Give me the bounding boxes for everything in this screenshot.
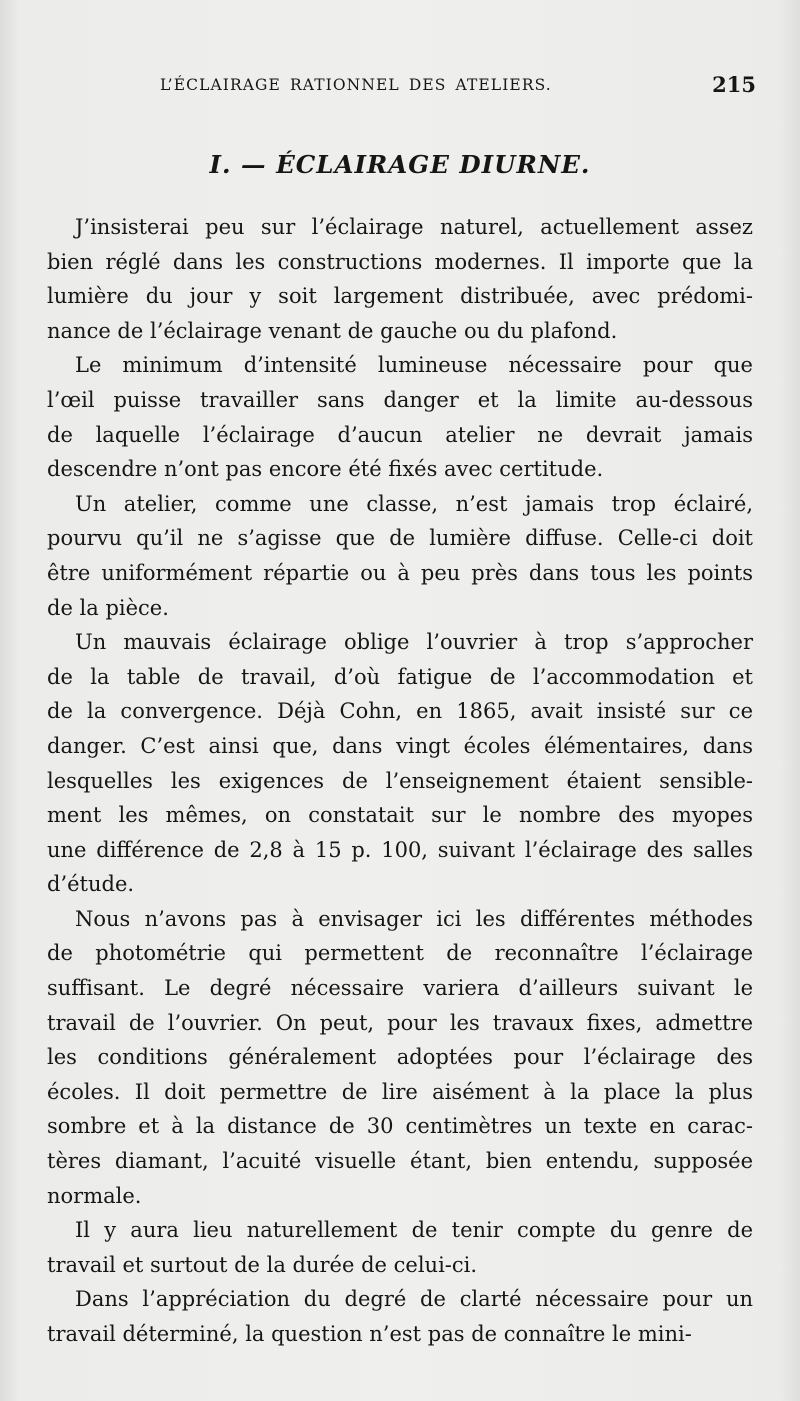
running-head: [160, 72, 756, 102]
page-number: 215: [712, 72, 756, 97]
text-line: Il y aura lieu naturellement de tenir compte du genre de: [75, 1218, 754, 1243]
text-line: une différence de 2,8 à 15 p. 100, suivant l’éclairage des salles: [47, 837, 753, 862]
paragraph: [47, 902, 753, 1213]
text-line: suffisant. Le degré nécessaire variera d’ailleurs suivant le: [47, 976, 753, 1001]
paragraph: [47, 1282, 753, 1351]
text-line: Le minimum d’intensité lumineuse nécessaire pour que: [75, 353, 753, 378]
text-line: ment les mêmes, on constatait sur le nombre des myopes: [47, 803, 753, 828]
text-line: de la pièce.: [47, 595, 169, 620]
text-line: Dans l’appréciation du degré de clarté nécessaire pour un: [75, 1287, 753, 1312]
section-title: I. — ÉCLAIRAGE DIURNE.: [209, 150, 591, 179]
text-line: Un mauvais éclairage oblige l’ouvrier à trop s’approcher: [75, 630, 753, 655]
body-text: [47, 210, 753, 1352]
text-line: nance de l’éclairage venant de gauche ou du plafond.: [47, 318, 618, 343]
text-line: J’insisterai peu sur l’éclairage naturel, actuellement assez: [75, 215, 753, 239]
text-line: l’œil puisse travailler sans danger et la limite au-dessous: [47, 387, 753, 412]
text-line: Nous n’avons pas à envisager ici les différentes méthodes: [75, 906, 753, 931]
text-line: écoles. Il doit permettre de lire aisément à la place la plus: [47, 1079, 754, 1104]
paragraph: [47, 210, 753, 348]
text-line: travail déterminé, la question n’est pas de connaître le mini-: [47, 1322, 692, 1346]
text-line: bien réglé dans les constructions modernes. Il importe que la: [47, 249, 753, 274]
text-line: travail et surtout de la durée de celui-ci.: [47, 1252, 478, 1277]
text-line: travail de l’ouvrier. On peut, pour les travaux fixes, admettre: [47, 1010, 753, 1035]
text-line: d’étude.: [47, 872, 135, 897]
text-line: lesquelles les exigences de l’enseignement étaient sensible-: [47, 768, 754, 793]
paragraph: [47, 625, 753, 902]
text-line: les conditions généralement adoptées pour l’éclairage des: [47, 1045, 754, 1070]
text-line: lumière du jour y soit largement distribuée, avec prédomi-: [47, 284, 753, 309]
text-line: de la convergence. Déjà Cohn, en 1865, avait insisté sur ce: [47, 699, 753, 724]
paragraph: [47, 348, 753, 486]
text-line: tères diamant, l’acuité visuelle étant, bien entendu, supposée: [47, 1149, 753, 1174]
text-line: de la table de travail, d’où fatigue de l’accommodation et: [47, 664, 753, 689]
text-line: être uniformément répartie ou à peu près dans tous les points: [47, 560, 753, 585]
text-line: Un atelier, comme une classe, n’est jamais trop éclairé,: [75, 491, 753, 516]
text-line: danger. C’est ainsi que, dans vingt écoles élémentaires, dans: [47, 733, 754, 758]
running-title: L’ÉCLAIRAGE RATIONNEL DES ATELIERS.: [160, 76, 552, 94]
text-line: normale.: [47, 1183, 142, 1208]
paragraph: [47, 487, 753, 625]
text-line: sombre et à la distance de 30 centimètres un texte en carac-: [47, 1114, 753, 1139]
text-line: descendre n’ont pas encore été fixés avec certitude.: [47, 457, 604, 482]
text-line: pourvu qu’il ne s’agisse que de lumière diffuse. Celle-ci doit: [47, 526, 753, 551]
paragraph: [47, 1213, 753, 1282]
text-line: de photométrie qui permettent de reconnaître l’éclairage: [47, 941, 753, 966]
text-line: de laquelle l’éclairage d’aucun atelier ne devrait jamais: [47, 422, 754, 447]
